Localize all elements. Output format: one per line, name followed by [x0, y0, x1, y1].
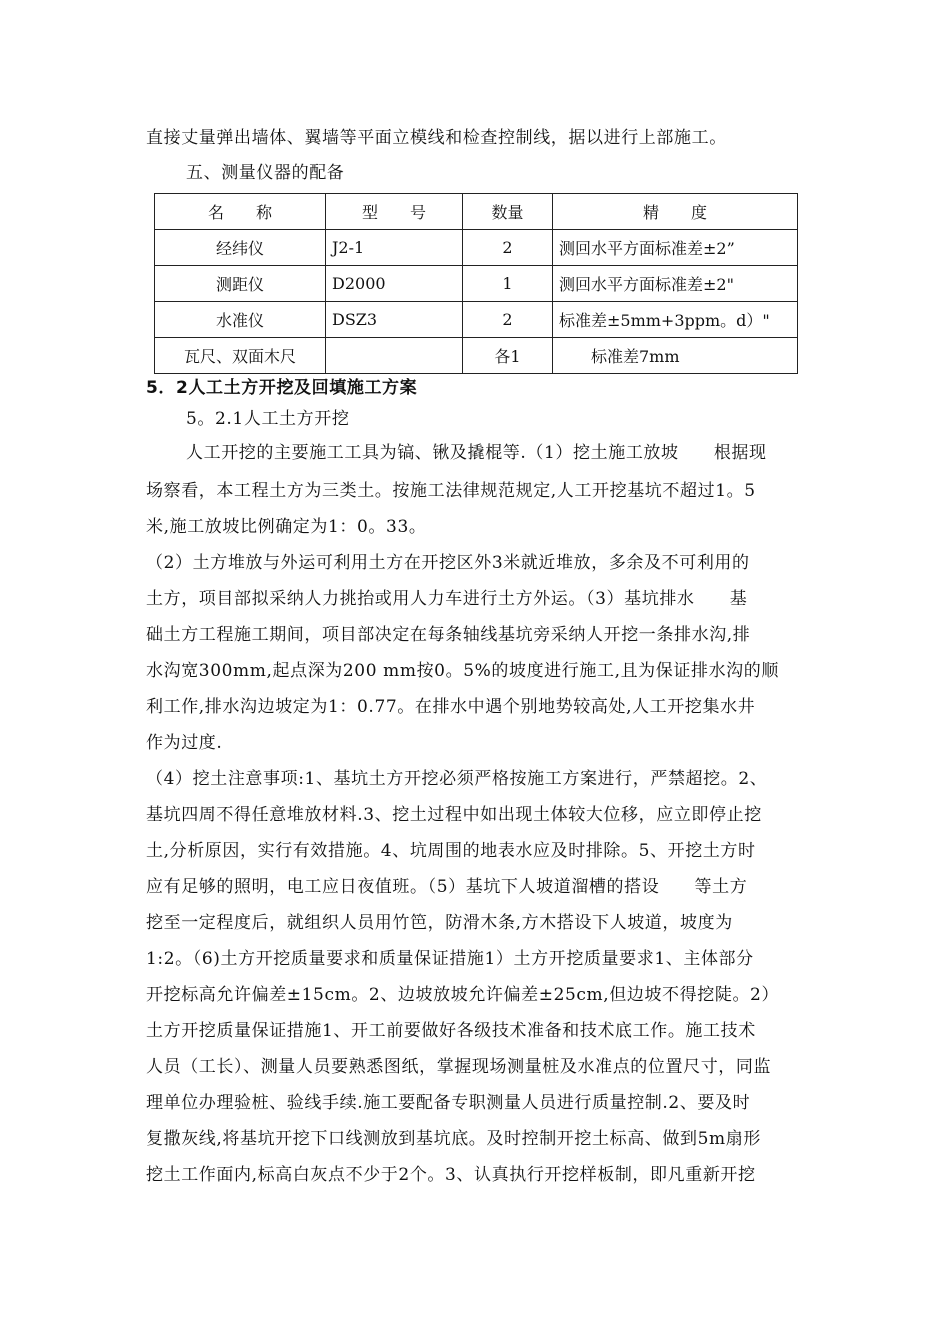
text-line: 米,施工放坡比例确定为1：0。33。 [146, 517, 427, 537]
table-cell: 测回水平方面标准差±2” [553, 230, 798, 266]
text-line: 挖土工作面内,标高白灰点不少于2个。3、认真执行开挖样板制，即凡重新开挖 [146, 1165, 756, 1185]
section-heading: 五、测量仪器的配备 [186, 163, 345, 183]
table-cell: 2 [463, 302, 553, 338]
table-row [155, 266, 798, 302]
table-header-row [155, 194, 798, 230]
table-cell: 水准仪 [155, 302, 326, 338]
table-header: 名 称 [155, 194, 326, 230]
table-cell: 瓦尺、双面木尺 [155, 338, 326, 374]
text-line: （4）挖土注意事项:1、基坑土方开挖必须严格按施工方案进行，严禁超挖。2、 [146, 769, 768, 789]
text-line: （2）土方堆放与外运可利用土方在开挖区外3米就近堆放，多余及不可利用的 [146, 553, 750, 573]
section-heading-5-2: 5．2人工土方开挖及回填施工方案 [146, 378, 418, 398]
text-line: 利工作,排水沟边坡定为1：0.77。在排水中遇个别地势较高处,人工开挖集水井 [146, 697, 756, 717]
text-line: 开挖标高允许偏差±15cm。2、边坡放坡允许偏差±25cm,但边坡不得挖陡。2） [146, 985, 780, 1005]
table-row [155, 302, 798, 338]
text-line: 场察看，本工程土方为三类土。按施工法律规范规定,人工开挖基坑不超过1。5 [146, 481, 756, 501]
text-line: 挖至一定程度后，就组织人员用竹笆，防滑木条,方木搭设下人坡道，坡度为 [146, 913, 733, 933]
text-line: 人工开挖的主要施工工具为镐、锹及撬棍等.（1）挖土施工放坡 根据现 [186, 443, 767, 463]
table-cell: DSZ3 [326, 302, 463, 338]
table-cell [326, 338, 463, 374]
text-line: 础土方工程施工期间，项目部决定在每条轴线基坑旁采纳人开挖一条排水沟,排 [146, 625, 751, 645]
table-header: 精 度 [553, 194, 798, 230]
table-cell: 各1 [463, 338, 553, 374]
table-cell: 测回水平方面标准差±2" [553, 266, 798, 302]
table-cell: 标准差7mm [553, 338, 798, 374]
instrument-table [154, 193, 798, 374]
table-cell: J2-1 [326, 230, 463, 266]
table-cell: D2000 [326, 266, 463, 302]
text-line: 作为过度. [146, 733, 223, 753]
table-cell: 1 [463, 266, 553, 302]
table-row [155, 338, 798, 374]
table-cell: 标准差±5mm+3ppm。d）" [553, 302, 798, 338]
text-line: 水沟宽300mm,起点深为200 mm按0。5%的坡度进行施工,且为保证排水沟的顺 [146, 661, 779, 681]
text-line: 直接丈量弹出墙体、翼墙等平面立模线和检查控制线，据以进行上部施工。 [146, 128, 727, 148]
text-line: 1:2。（6)土方开挖质量要求和质量保证措施1）土方开挖质量要求1、主体部分 [146, 949, 754, 969]
table-cell: 经纬仪 [155, 230, 326, 266]
table-header: 型 号 [326, 194, 463, 230]
text-line: 土方开挖质量保证措施1、开工前要做好各级技术准备和技术底工作。施工技术 [146, 1021, 756, 1041]
text-line: 复撒灰线,将基坑开挖下口线测放到基坑底。及时控制开挖土标高、做到5m扇形 [146, 1129, 761, 1149]
table-header: 数量 [463, 194, 553, 230]
text-line: 应有足够的照明，电工应日夜值班。（5）基坑下人坡道溜槽的搭设 等土方 [146, 877, 748, 897]
text-line: 理单位办理验桩、验线手续.施工要配备专职测量人员进行质量控制.2、要及时 [146, 1093, 751, 1113]
table-cell: 2 [463, 230, 553, 266]
subsection-heading: 5。2.1人工土方开挖 [186, 409, 350, 429]
text-line: 基坑四周不得任意堆放材料.3、挖土过程中如出现土体较大位移，应立即停止挖 [146, 805, 762, 825]
text-line: 人员（工长）、测量人员要熟悉图纸，掌握现场测量桩及水准点的位置尺寸，同监 [146, 1057, 772, 1077]
text-line: 土,分析原因，实行有效措施。4、坑周围的地表水应及时排除。5、开挖土方时 [146, 841, 756, 861]
table-cell: 测距仪 [155, 266, 326, 302]
text-line: 土方，项目部拟采纳人力挑抬或用人力车进行土方外运。（3）基坑排水 基 [146, 589, 748, 609]
table-row [155, 230, 798, 266]
